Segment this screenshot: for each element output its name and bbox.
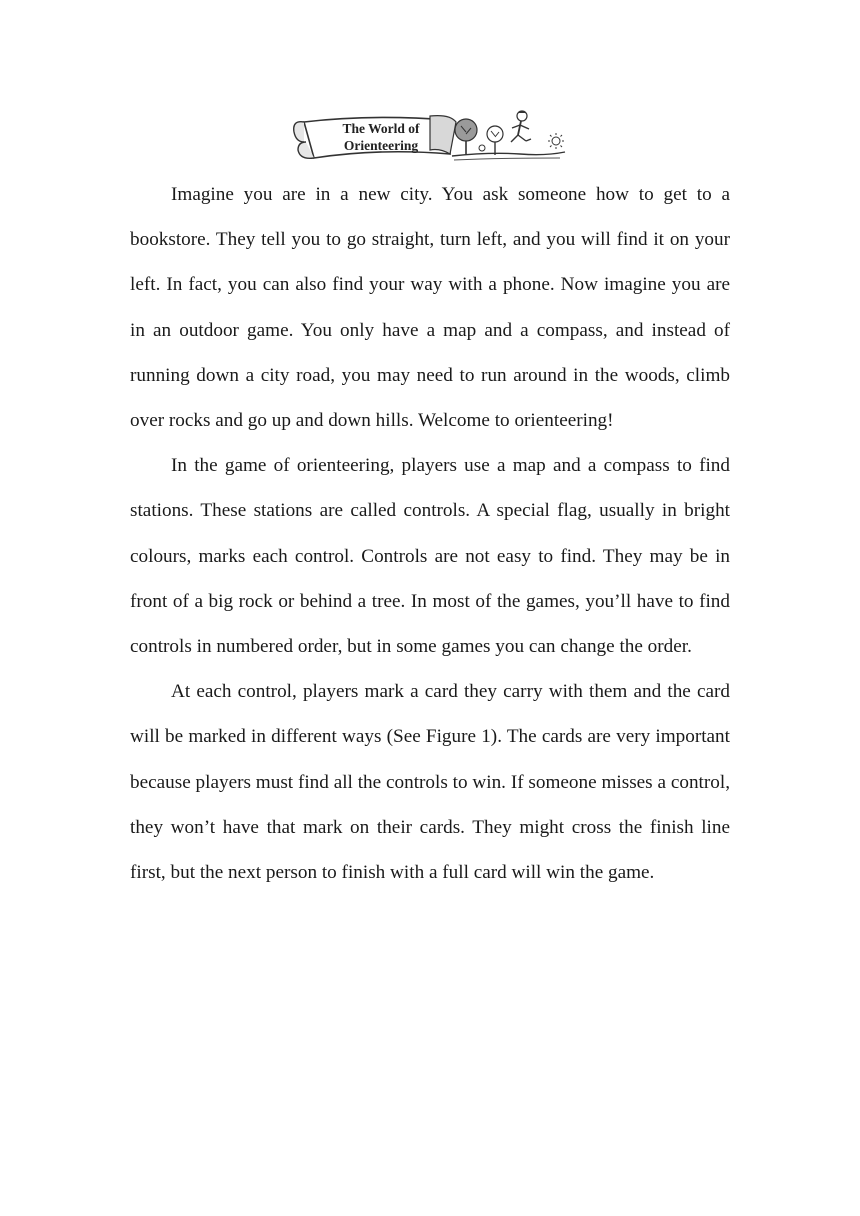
section-title-banner <box>290 108 575 170</box>
section-title-line2: Orienteering <box>343 138 419 153</box>
running-boy-icon <box>511 111 531 142</box>
section-title <box>326 120 436 154</box>
paragraph: In the game of orienteering, players use a map and a compass to find stations. These stations are called controls. A special flag, usually in bright colours, marks each control. Controls are not easy to find. They may be in front of a big rock or behind a tree. In most of the games, you’ll have to find controls in numbered order, but in some games you can change the order. <box>130 455 730 658</box>
section-title-line1: The World of <box>342 121 420 136</box>
tree-icon <box>455 119 477 155</box>
paragraph: At each control, players mark a card they carry with them and the card will be marked in different ways (See Figure 1). The cards are very important because players must find all the controls to win. If someone misses a control, they won’t have that mark on their cards. They might cross the finish line first, but the next person to finish with a full card will win the game. <box>130 681 730 884</box>
sun-icon <box>548 133 564 149</box>
paragraph: Imagine you are in a new city. You ask someone how to get to a bookstore. They tell you to go straight, turn left, and you will find it on your left. In fact, you can also find your way with a phone. Now imagine you are in an outdoor game. You only have a map and a compass, and instead of running down a city road, you may need to run around in the woods, climb over rocks and go up and down hills. Welcome to orienteering! <box>130 184 730 432</box>
article-body <box>130 172 730 895</box>
